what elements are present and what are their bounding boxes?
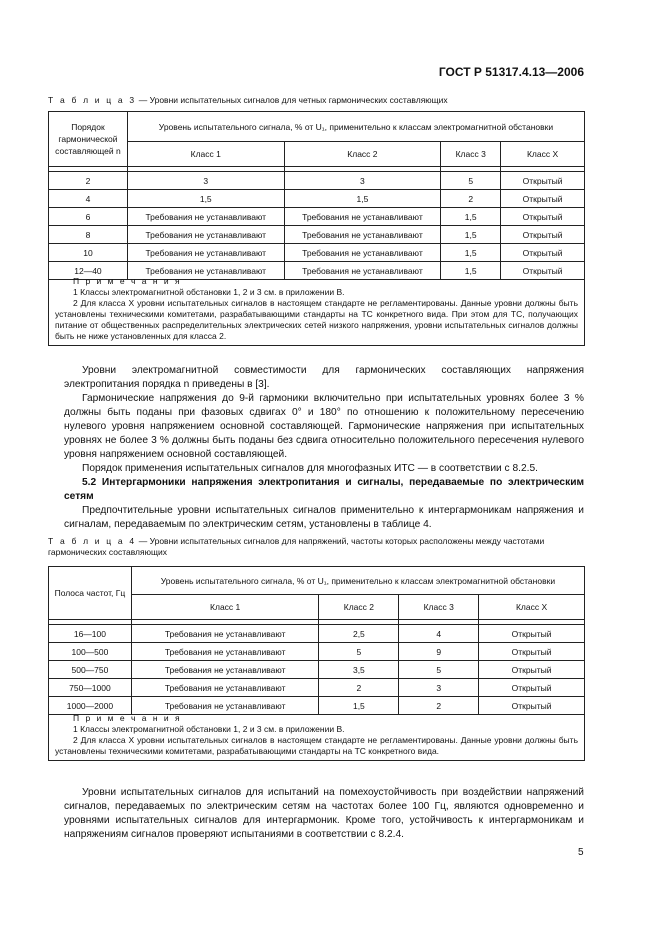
table4-note-2: 2 Для класса X уровни испытательных сигналов в настоящем стандарте не регламентированы. Данные уровни должны быть установлены техническими комитетами, разрабатывающими стандарты на ТС конкретного вида. xyxy=(55,735,578,756)
table4-cell: 1000—2000 xyxy=(49,697,132,715)
table3-cell: 8 xyxy=(49,226,128,244)
table3-class2-header: Класс 2 xyxy=(284,142,441,167)
section-number: 5.2 xyxy=(82,477,97,488)
table3-cell: 5 xyxy=(441,172,501,190)
table4-classx-header: Класс X xyxy=(479,595,585,620)
table3-caption-label: Т а б л и ц а 3 xyxy=(48,95,137,105)
table4-cell: 2,5 xyxy=(319,625,399,643)
table3-cell: 1,5 xyxy=(441,262,501,280)
table4-cell: 5 xyxy=(319,643,399,661)
table3-cell: Требования не устанавливают xyxy=(127,208,284,226)
table3-notes-heading: П р и м е ч а н и я xyxy=(73,276,182,286)
table4-cell: Требования не устанавливают xyxy=(131,625,319,643)
table4 xyxy=(48,566,585,715)
table3-cell: Открытый xyxy=(501,208,585,226)
table3-cell: 10 xyxy=(49,244,128,262)
table4-class3-header: Класс 3 xyxy=(399,595,479,620)
table4-group-header: Уровень испытательного сигнала, % от U₁, применительно к классам электромагнитной обстановки xyxy=(131,567,584,595)
table4-cell: Требования не устанавливают xyxy=(131,643,319,661)
table3-cell: 2 xyxy=(49,172,128,190)
table3-cell: Требования не устанавливают xyxy=(284,244,441,262)
table3-row xyxy=(49,208,585,226)
paragraph: Уровни испытательных сигналов для испытаний на помехоустойчивость при воздействии напряжений сигналов, передаваемых по электрическим сетям на частотах более 100 Гц, являются одновременно и уровнями испытательных сигналов для интергармоник. Кроме того, устойчивость к интергармоникам и напряжениям сигналов проверяют испытаниями в соответствии с 8.2.4. xyxy=(64,787,584,840)
table3-cell: Требования не устанавливают xyxy=(284,262,441,280)
table4-cell: 3,5 xyxy=(319,661,399,679)
table4-cell: 2 xyxy=(319,679,399,697)
table4-cell: Открытый xyxy=(479,697,585,715)
table4-cell: 3 xyxy=(399,679,479,697)
table3-caption xyxy=(48,95,588,106)
table3 xyxy=(48,111,585,280)
table3-notes xyxy=(48,272,585,346)
table4-cell: 4 xyxy=(399,625,479,643)
table3-cell: Требования не устанавливают xyxy=(127,244,284,262)
table3-cell: Открытый xyxy=(501,244,585,262)
table4-caption-text: — Уровни испытательных сигналов для напряжений, частоты которых расположены между частотами гармонических составляющих xyxy=(48,536,545,557)
table4-cell: Открытый xyxy=(479,643,585,661)
table4-cell: 750—1000 xyxy=(49,679,132,697)
table3-classx-header: Класс X xyxy=(501,142,585,167)
table4-cell: Открытый xyxy=(479,679,585,697)
body-text-2 xyxy=(64,786,584,842)
table3-cell: Требования не устанавливают xyxy=(127,226,284,244)
table4-cell: 2 xyxy=(399,697,479,715)
table3-caption-text: — Уровни испытательных сигналов для четных гармонических составляющих xyxy=(136,95,448,105)
paragraph: Гармонические напряжения до 9-й гармоники включительно при испытательных уровнях более 3 % должны быть поданы при фазовых сдвигах 0° и 180° по отношению к положительному пересечению нулевого уровня напряжением основной составляющей. Гармонические напряжения при испытательных уровнях не более 3 % должны быть поданы без сдвига относительно положительного пересечения нулевого уровня напряжением основной составляющей. xyxy=(64,393,584,460)
table3-cell: 4 xyxy=(49,190,128,208)
table4-cell: 5 xyxy=(399,661,479,679)
table3-cell: Требования не устанавливают xyxy=(127,262,284,280)
table3-row xyxy=(49,190,585,208)
table3-cell: 1,5 xyxy=(284,190,441,208)
body-text-1 xyxy=(64,364,584,532)
table4-cell: Требования не устанавливают xyxy=(131,679,319,697)
table4-row xyxy=(49,679,585,697)
table4-cell: 1,5 xyxy=(319,697,399,715)
table4-cell: Требования не устанавливают xyxy=(131,661,319,679)
table4-cell: Открытый xyxy=(479,661,585,679)
section-title: Интергармоники напряжения электропитания и сигналы, передаваемые по электрическим сетям xyxy=(64,477,584,502)
table3-group-header: Уровень испытательного сигнала, % от U₁, применительно к классам электромагнитной обстановки xyxy=(127,112,584,142)
table3-order-header: Порядок гармонической составляющей n xyxy=(49,112,128,167)
table4-cell: 500—750 xyxy=(49,661,132,679)
table3-row xyxy=(49,244,585,262)
table4-cell: 16—100 xyxy=(49,625,132,643)
table3-cell: 3 xyxy=(127,172,284,190)
table3-cell: Требования не устанавливают xyxy=(284,208,441,226)
table4-caption xyxy=(48,536,588,558)
table4-cell: 100—500 xyxy=(49,643,132,661)
table3-note-2: 2 Для класса X уровни испытательных сигналов в настоящем стандарте не регламентированы. Данные уровни должны быть установлены техническими комитетами, разрабатывающими стандарты на ТС конкретного вида. При этом для ТС, получающих питание от общественных распределительных электрических сетей низкого напряжения, уровни испытательных сигналов должны быть не ниже установленных для класса 2. xyxy=(55,298,578,341)
table4-cell: Требования не устанавливают xyxy=(131,697,319,715)
table4-cell: 9 xyxy=(399,643,479,661)
table4-row xyxy=(49,661,585,679)
table3-note-1: 1 Классы электромагнитной обстановки 1, 2 и 3 см. в приложении В. xyxy=(73,287,345,297)
page-number: 5 xyxy=(578,847,584,858)
table4-note-1: 1 Классы электромагнитной обстановки 1, 2 и 3 см. в приложении В. xyxy=(73,724,345,734)
table3-cell: 1,5 xyxy=(441,244,501,262)
document-header: ГОСТ Р 51317.4.13—2006 xyxy=(438,65,584,79)
table3-cell: Открытый xyxy=(501,262,585,280)
table3-class3-header: Класс 3 xyxy=(441,142,501,167)
table4-notes-heading: П р и м е ч а н и я xyxy=(73,713,182,723)
table3-cell: 12—40 xyxy=(49,262,128,280)
table4-class2-header: Класс 2 xyxy=(319,595,399,620)
table3-cell: 3 xyxy=(284,172,441,190)
table3-class1-header: Класс 1 xyxy=(127,142,284,167)
table3-row xyxy=(49,226,585,244)
paragraph: Уровни электромагнитной совместимости для гармонических составляющих напряжения электропитания порядка n приведены в [3]. xyxy=(64,365,584,390)
table3-cell: 1,5 xyxy=(127,190,284,208)
section-heading xyxy=(64,476,584,504)
table3-cell: Открытый xyxy=(501,226,585,244)
paragraph: Порядок применения испытательных сигналов для многофазных ИТС — в соответствии с 8.2.5. xyxy=(82,463,538,474)
paragraph: Предпочтительные уровни испытательных сигналов применительно к интергармоникам напряжения и сигналам, передаваемым по электрическим сетям, установлены в таблице 4. xyxy=(64,505,584,530)
table4-notes xyxy=(48,709,585,761)
table4-row xyxy=(49,643,585,661)
table4-cell: Открытый xyxy=(479,625,585,643)
table4-class1-header: Класс 1 xyxy=(131,595,319,620)
table3-cell: Открытый xyxy=(501,172,585,190)
table3-cell: 6 xyxy=(49,208,128,226)
table3-cell: 1,5 xyxy=(441,226,501,244)
table3-cell: 1,5 xyxy=(441,208,501,226)
table4-row xyxy=(49,625,585,643)
table3-row xyxy=(49,172,585,190)
table3-cell: Требования не устанавливают xyxy=(284,226,441,244)
table4-band-header: Полоса частот, Гц xyxy=(49,567,132,620)
table4-caption-label: Т а б л и ц а 4 xyxy=(48,536,137,546)
table3-cell: Открытый xyxy=(501,190,585,208)
table3-cell: 2 xyxy=(441,190,501,208)
